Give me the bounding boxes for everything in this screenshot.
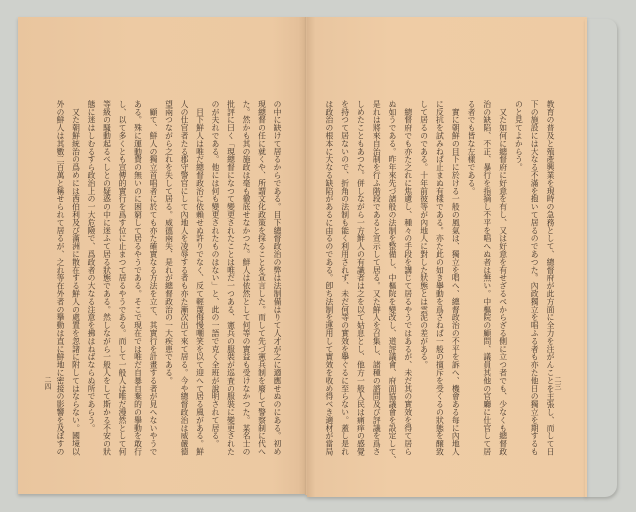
left-page bbox=[18, 17, 307, 494]
text-column: を持つて居ないので、折角の法制も能く利用されず、未だ何等の實效を擧ぐるに至らない。蓋し是れ bbox=[340, 100, 350, 456]
text-column: に反抗を試みねば止まぬ有樣である。亦た此の如き擧動を爲さねば一般の擯斥を受くるの狀態を醸致 bbox=[435, 100, 445, 456]
text-column: 現總督の任に就くや、所謂文化政策を採ることを宣言した。而して先づ憲兵制を廢して警察制に代へ bbox=[257, 100, 267, 456]
text-column: して居るのである。十年前彼等が內地人に對した狀態とは雲泥の差がある。 bbox=[419, 100, 429, 369]
book-gutter bbox=[305, 17, 307, 495]
text-column: の中に缺けて居るからである。目下總督政治の弊は法制備はりて人才が之に適應せぬのにある。初め bbox=[273, 100, 282, 456]
left-page-text bbox=[52, 100, 285, 456]
text-column: のと見てよからう。 bbox=[514, 100, 524, 172]
text-column: 等級の騷動起るべしとの疑惑の中に迷ふて居る狀態である。然しながら一般人をして斯かる不安の狀 bbox=[102, 100, 112, 456]
text-column: ぬ如うである。昨年來先づ諸般の法制を整備し、中樞院を變改し、道評議會、府面協議會を設定して、 bbox=[388, 100, 398, 464]
text-column: 目下鮮人は唯だ總督政治に依賴せぬ許りでなく、反て輕蔑侮慢嘲笑を以て迎へて居る風がある。鮮 bbox=[195, 100, 205, 456]
text-column: 實に朝鮮の目下に於ける一般の風氣は、獨立を唱へ、總督政治の不平を訴へ、機會ある每に內地人 bbox=[451, 100, 461, 456]
right-page bbox=[307, 17, 587, 497]
text-column: 教育の普及と殖產興業を現時の急務として、總督府が此方面に全力を注がんことを主張し、而して日 bbox=[546, 100, 555, 456]
text-column: 又た如何に總督府に好意を有し、又は好意を有せざるべからざる側に立つ者でも、少なくも總督政 bbox=[498, 100, 508, 456]
text-column: る者でも皆な左樣である。 bbox=[467, 100, 477, 195]
text-column: 總督府でも亦た之れに焦慮し、種々の手段を講じて居るやうではあるが、未だ其の實效を得て居ら bbox=[403, 100, 413, 456]
text-column: は政治の根本に大なる缺陷があるに由るのである。卽ち法制を運用して實效を收め得べき適材が當局 bbox=[324, 100, 334, 456]
text-column: のが夫れである。他には何も變更されたものはない」と、此の一語で克く全班が說明されて居る。 bbox=[211, 100, 220, 448]
text-column: 外の鮮人は其數二百萬と稱せられて居るが、之れ等在外者の擧動は直に鮮地に密接の影響を及ぼすの bbox=[56, 100, 65, 456]
page-number: 二四 bbox=[44, 376, 52, 390]
text-column: し、以て多くとも宣傳的實行を爲す位に止まつて居るやうである。而して一般人は唯だ漫然として何 bbox=[118, 100, 127, 456]
text-column: 態に迷はしむるすら政治上の一大危險で、爲政者の大なる注意を拂はねばならぬ所であらう。 bbox=[87, 100, 96, 432]
text-column: ある。殊に運動費の無いのに困窮して居るやうである。そこで現在では唯だ自暴自棄的の擧動を敢行 bbox=[133, 100, 143, 456]
text-column: 治の缺陷、不正、暴行を指摘し不平を唱へぬ者は無い。中樞院の顧問、議員其他の官廳に仕官して居 bbox=[482, 100, 492, 456]
text-column: しめたこともあつた。併しながら一方鮮人の有識者は之を以て姑息とし、他方一般人民は痛痒の感覺 bbox=[356, 100, 366, 456]
right-page-text bbox=[321, 100, 558, 464]
page-stack-edge bbox=[585, 19, 617, 497]
text-column: 又た朝鮮統治の爲めには西伯利及び滿洲に散在する鮮人の處置を忽諸に附してはならない。國境以 bbox=[71, 100, 81, 456]
text-column: 顧て、鮮人の獨立首唱者に於ても亦た確實なる方法を立て、其實行を計畫する者が見へないやうで bbox=[149, 100, 158, 456]
text-column: 下の施設には大なる不滿を抱いて居るのであつた。內政獨立を唱ふる者も亦た他日の獨立を期するも bbox=[530, 100, 540, 456]
text-column: 人の仕官者たる郡守警官にして內地人を凌辱する者も亦た漸次出て來て居る。今や總督政治は威嚴德 bbox=[180, 100, 189, 456]
page-number: 二三 bbox=[554, 376, 562, 390]
text-column: 是れは將來自治制を行ふ階段であると宣示して居る。又た鮮人を召集し、諸種の諮問及び評議を爲さ bbox=[372, 100, 382, 456]
text-column: 望兩つながら之れを失して居る。威德兩失、是れが總督政治の一大疾患である。 bbox=[164, 100, 174, 385]
text-column: 批評に曰く「現總督になつて變更されたことは唯だ一つある、憲兵の服裝が巡査の服裝に變更された bbox=[226, 100, 236, 456]
text-column: た。然かも其の施政は毫も徹底せなかつた。鮮人は依然として何等の實益も受けなかつた。某名士の bbox=[242, 100, 251, 456]
